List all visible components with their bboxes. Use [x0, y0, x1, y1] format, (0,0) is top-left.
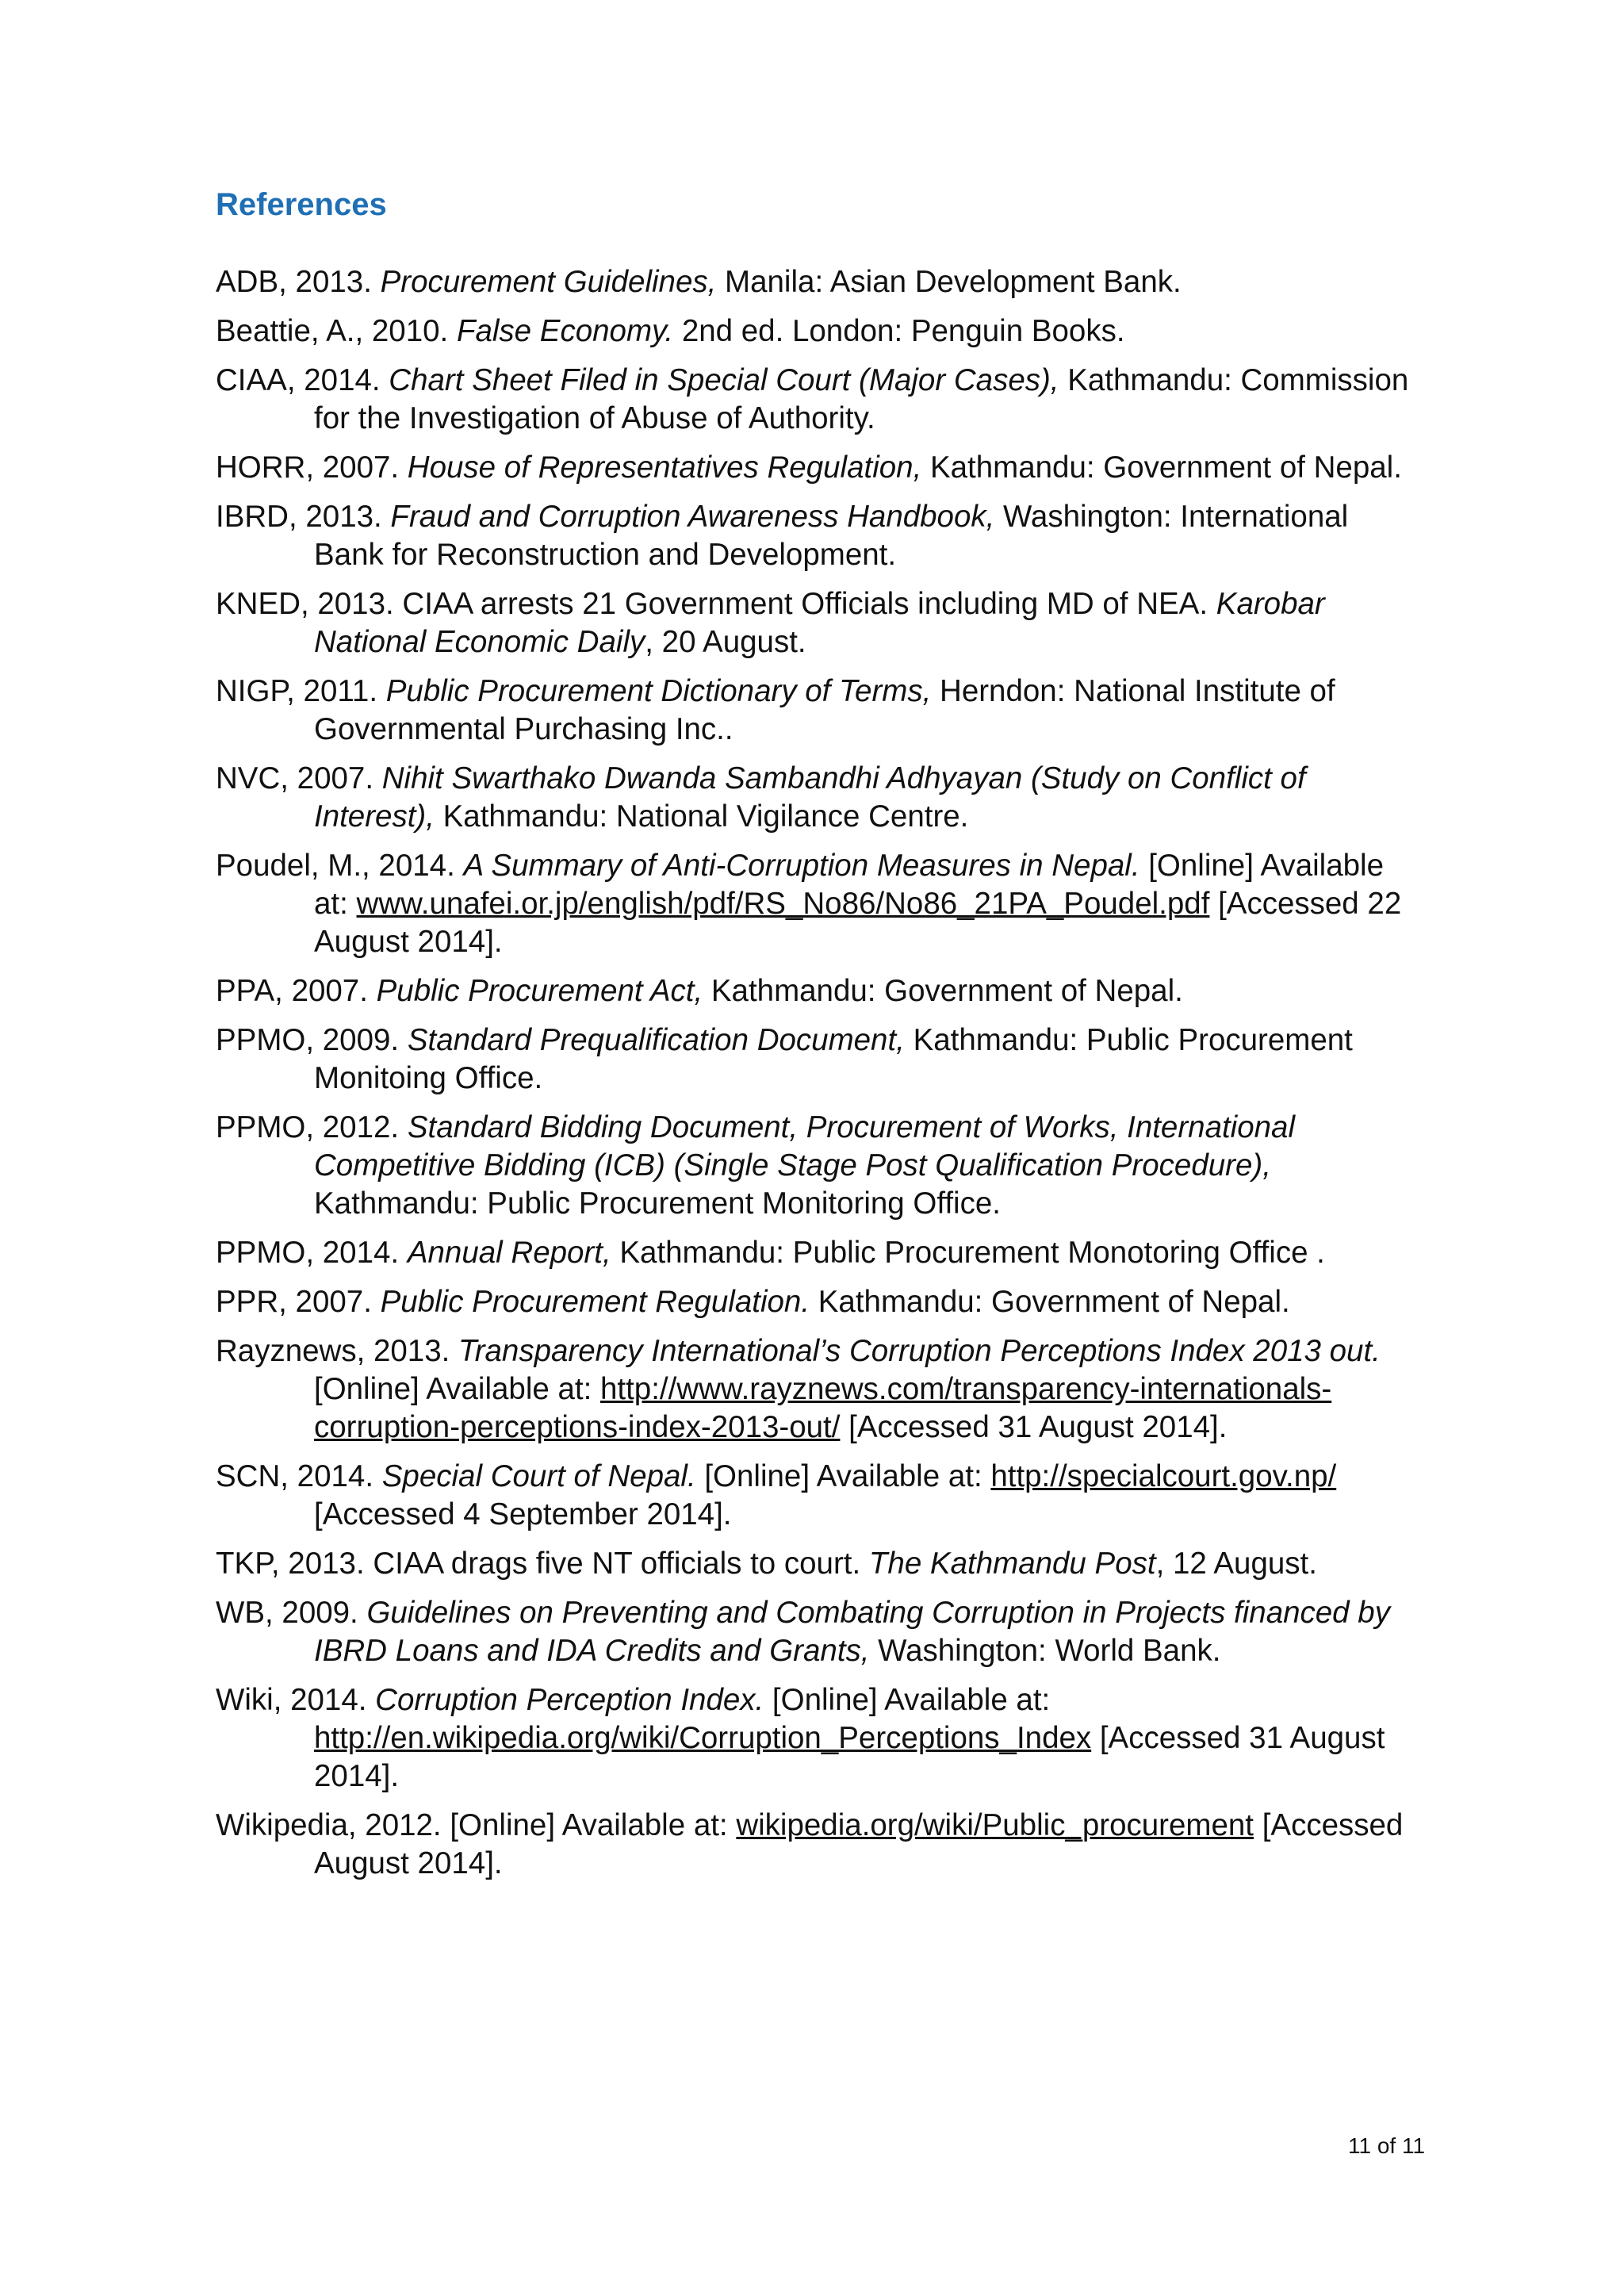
- ref-text: [Online] Available at:: [314, 1372, 600, 1406]
- ref-text: [Online] Available at:: [764, 1683, 1051, 1717]
- ref-text: 2nd ed. London: Penguin Books.: [673, 314, 1125, 348]
- reference-item: [216, 312, 1421, 351]
- ref-link[interactable]: http://www.rayznews.com/transparency-internationals-corruption-perceptions-index-2013-out/: [314, 1372, 1332, 1444]
- reference-item: [216, 449, 1421, 487]
- ref-text: PPMO, 2014.: [216, 1236, 408, 1270]
- ref-text: Kathmandu: Commission for the Investigation of Abuse of Authority.: [314, 363, 1409, 435]
- ref-title: Procurement Guidelines,: [380, 265, 717, 299]
- references-heading: References: [216, 187, 387, 222]
- ref-text: SCN, 2014.: [216, 1459, 382, 1493]
- ref-title: Chart Sheet Filed in Special Court (Major Cases),: [389, 363, 1059, 397]
- ref-text: HORR, 2007.: [216, 450, 408, 485]
- ref-text: IBRD, 2013.: [216, 500, 391, 534]
- ref-text: [Online] Available at:: [314, 849, 1385, 921]
- reference-item: [216, 1283, 1421, 1321]
- reference-item: [216, 1807, 1421, 1883]
- ref-title: Corruption Perception Index.: [375, 1683, 764, 1717]
- reference-item: [216, 1594, 1421, 1670]
- ref-text: , 12 August.: [1155, 1547, 1317, 1581]
- ref-text: ADB, 2013.: [216, 265, 381, 299]
- reference-item: [216, 1458, 1421, 1534]
- ref-link[interactable]: www.unafei.or.jp/english/pdf/RS_No86/No86_21PA_Poudel.pdf: [356, 887, 1210, 921]
- ref-text: Wiki, 2014.: [216, 1683, 376, 1717]
- ref-link[interactable]: http://specialcourt.gov.np/: [990, 1459, 1337, 1493]
- ref-text: Kathmandu: Government of Nepal.: [921, 450, 1402, 485]
- ref-title: Public Procurement Regulation.: [380, 1285, 810, 1319]
- ref-title: Annual Report,: [407, 1236, 611, 1270]
- ref-text: PPA, 2007.: [216, 974, 377, 1008]
- ref-text: Herndon: National Institute of Governmental Purchasing Inc..: [314, 674, 1335, 746]
- ref-title: Standard Bidding Document, Procurement of Works, International Competitive Bidding (ICB) (Single Stage Post Qualification Procedure),: [314, 1110, 1296, 1182]
- reference-item: [216, 847, 1421, 961]
- ref-text: Poudel, M., 2014.: [216, 849, 464, 883]
- ref-title: Special Court of Nepal.: [381, 1459, 696, 1493]
- ref-text: , 20 August.: [645, 625, 806, 659]
- ref-text: Washington: World Bank.: [869, 1634, 1221, 1668]
- ref-link[interactable]: http://en.wikipedia.org/wiki/Corruption_Perceptions_Index: [314, 1721, 1092, 1755]
- ref-title: The Kathmandu Post: [868, 1547, 1156, 1581]
- ref-text: [Accessed 31 August 2014].: [314, 1721, 1385, 1793]
- reference-item: [216, 1681, 1421, 1796]
- reference-item: [216, 760, 1421, 836]
- ref-title: House of Representatives Regulation,: [407, 450, 922, 485]
- ref-text: WB, 2009.: [216, 1596, 367, 1630]
- reference-item: [216, 1545, 1421, 1583]
- ref-text: Kathmandu: Government of Nepal.: [810, 1285, 1290, 1319]
- ref-title: Public Procurement Dictionary of Terms,: [385, 674, 932, 708]
- ref-text: Kathmandu: Government of Nepal.: [703, 974, 1183, 1008]
- ref-text: Kathmandu: Public Procurement Monitoing Office.: [314, 1023, 1353, 1095]
- reference-item: [216, 673, 1421, 749]
- ref-text: Manila: Asian Development Bank.: [716, 265, 1182, 299]
- ref-text: [Online] Available at:: [695, 1459, 991, 1493]
- ref-link[interactable]: wikipedia.org/wiki/Public_procurement: [736, 1808, 1254, 1842]
- ref-text: NIGP, 2011.: [216, 674, 386, 708]
- ref-text: NVC, 2007.: [216, 761, 382, 795]
- ref-text: PPMO, 2009.: [216, 1023, 408, 1057]
- ref-text: Rayznews, 2013.: [216, 1334, 459, 1368]
- ref-text: Wikipedia, 2012. [Online] Available at:: [216, 1808, 737, 1842]
- reference-item: [216, 1332, 1421, 1447]
- ref-text: [Accessed 22 August 2014].: [314, 887, 1402, 959]
- ref-title: Standard Prequalification Document,: [407, 1023, 905, 1057]
- ref-text: Washington: International Bank for Reconstruction and Development.: [314, 500, 1349, 572]
- ref-text: KNED, 2013. CIAA arrests 21 Government Officials including MD of NEA.: [216, 587, 1216, 621]
- ref-title: Fraud and Corruption Awareness Handbook,: [390, 500, 995, 534]
- reference-item: [216, 498, 1421, 574]
- ref-text: PPR, 2007.: [216, 1285, 381, 1319]
- ref-text: Kathmandu: Public Procurement Monitoring Office.: [314, 1186, 1001, 1221]
- reference-item: [216, 585, 1421, 661]
- ref-text: CIAA, 2014.: [216, 363, 389, 397]
- reference-item: [216, 972, 1421, 1010]
- ref-text: [Accessed 4 September 2014].: [314, 1497, 732, 1531]
- ref-text: Kathmandu: Public Procurement Monotoring Office .: [611, 1236, 1325, 1270]
- ref-title: False Economy.: [456, 314, 674, 348]
- ref-text: PPMO, 2012.: [216, 1110, 408, 1144]
- ref-title: Transparency International’s Corruption Perceptions Index 2013 out.: [458, 1334, 1381, 1368]
- reference-list: [216, 263, 1421, 1894]
- reference-item: [216, 263, 1421, 301]
- ref-title: Karobar National Economic Daily: [314, 587, 1325, 659]
- reference-item: [216, 1022, 1421, 1098]
- reference-item: [216, 362, 1421, 438]
- ref-text: TKP, 2013. CIAA drags five NT officials to court.: [216, 1547, 869, 1581]
- ref-title: Public Procurement Act,: [376, 974, 703, 1008]
- ref-title: Nihit Swarthako Dwanda Sambandhi Adhyayan (Study on Conflict of Interest),: [314, 761, 1306, 834]
- ref-title: A Summary of Anti-Corruption Measures in Nepal.: [463, 849, 1140, 883]
- ref-text: [Accessed August 2014].: [314, 1808, 1404, 1880]
- ref-text: Kathmandu: National Vigilance Centre.: [434, 799, 969, 834]
- ref-title: Guidelines on Preventing and Combating Corruption in Projects financed by IBRD Loans and IDA Credits and Grants,: [314, 1596, 1390, 1668]
- ref-text: Beattie, A., 2010.: [216, 314, 457, 348]
- reference-item: [216, 1234, 1421, 1272]
- page-number: 11 of 11: [1348, 2133, 1426, 2158]
- ref-text: [Accessed 31 August 2014].: [840, 1410, 1228, 1444]
- reference-item: [216, 1109, 1421, 1223]
